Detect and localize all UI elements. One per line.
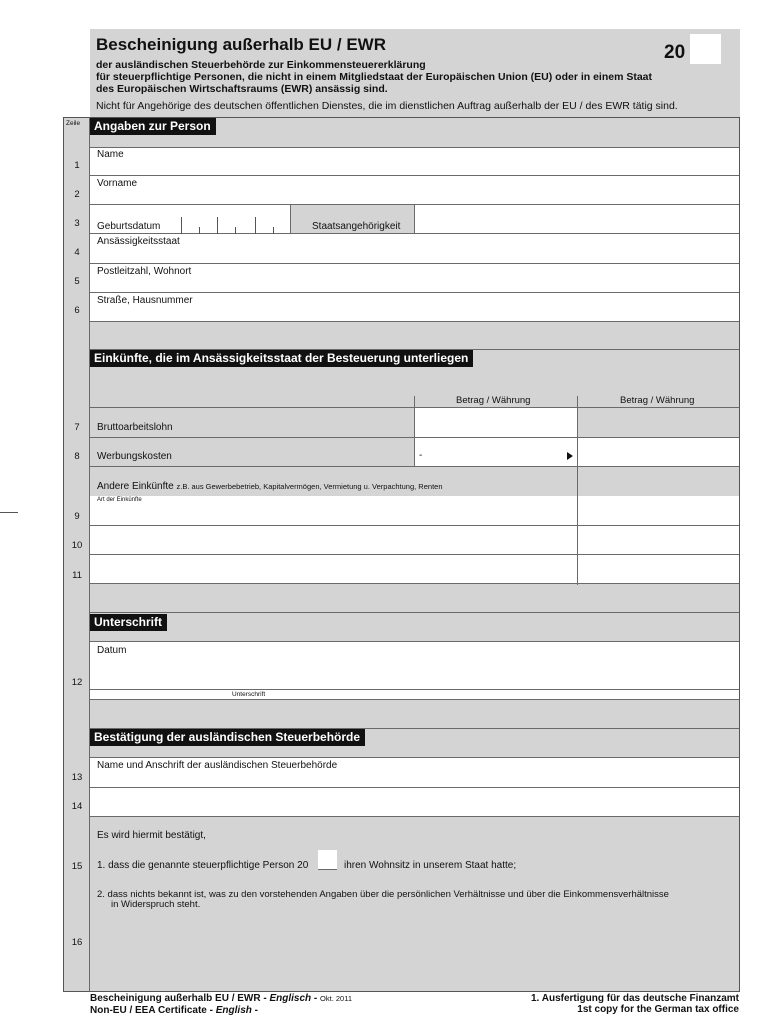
bruttoarbeitslohn-amount-2 [578, 408, 739, 438]
arrow-right-icon [567, 452, 573, 460]
footer-english-line [90, 1005, 258, 1016]
other-income-type-11[interactable] [90, 555, 577, 584]
row-number: 9 [74, 511, 80, 522]
andere-einkuenfte-detail: z.B. aus Gewerbebetrieb, Kapitalvermögen, Vermietung u. Verpachtung, Renten [176, 482, 443, 491]
date-separator [181, 217, 182, 234]
authority-name-address-label: Name und Anschrift der ausländischen Steuerbehörde [97, 760, 338, 771]
name-field[interactable] [90, 147, 739, 176]
vorname-field[interactable] [90, 176, 739, 205]
residence-year-text: 1. dass die genannte steuerpflichtige Person 20 [97, 860, 309, 871]
spacer-line [90, 612, 739, 613]
row-number: 2 [74, 189, 80, 200]
postleitzahl-wohnort-label: Postleitzahl, Wohnort [97, 266, 192, 277]
footer-copy-english: 1st copy for the German tax office [577, 1004, 739, 1015]
row-number: 11 [72, 570, 82, 581]
datum-label: Datum [97, 645, 127, 656]
subtitle-2: für steuerpflichtige Personen, die nicht in einem Mitgliedstaat der Europäischen Union (EU) oder in einem Staat [96, 71, 653, 83]
year-input[interactable] [690, 34, 721, 64]
other-income-amount-11[interactable] [578, 555, 739, 584]
vorname-label: Vorname [97, 178, 138, 189]
row-number: 6 [74, 305, 80, 316]
income-column-header-2: Betrag / Währung [620, 395, 695, 406]
andere-einkuenfte-title: Andere Einkünfte [97, 481, 174, 492]
row-number: 3 [74, 218, 80, 229]
strasse-hausnummer-label: Straße, Hausnummer [97, 295, 193, 306]
staatsangehoerigkeit-label: Staatsangehörigkeit [312, 221, 401, 232]
signature-caption-strip [90, 690, 739, 700]
residence-year-input[interactable] [318, 850, 337, 870]
authority-address-line-2[interactable] [90, 788, 739, 817]
confirmation-point-2-line-1: 2. dass nichts bekannt ist, was zu den vorstehenden Angaben über die persönlichen Verhältnisse und über die Einkommensverhältnisse [97, 889, 669, 900]
subtitle-1: der ausländischen Steuerbehörde zur Einkommensteuererklärung [96, 59, 426, 71]
name-label: Name [97, 149, 124, 160]
staatsangehoerigkeit-field[interactable] [414, 205, 739, 234]
bruttoarbeitslohn-amount-1[interactable] [415, 408, 577, 438]
row-number: 10 [71, 540, 83, 551]
geburtsdatum-label: Geburtsdatum [97, 221, 161, 232]
section-heading-authority: Bestätigung der ausländischen Steuerbehörde [90, 729, 365, 746]
income-column-header-1: Betrag / Währung [456, 395, 531, 406]
footer-german-line [90, 993, 352, 1004]
row-number: 8 [74, 451, 80, 462]
margin-tick [0, 512, 18, 513]
art-der-einkuenfte-field[interactable] [90, 496, 577, 526]
row-number: 12 [71, 677, 83, 688]
werbungskosten-minus: - [419, 450, 423, 461]
date-separator [273, 227, 274, 234]
footer-copy-german: 1. Ausfertigung für das deutsche Finanzamt [531, 993, 739, 1004]
footer-de-title: Bescheinigung außerhalb EU / EWR [90, 993, 261, 1004]
other-income-type-10[interactable] [90, 526, 577, 555]
datum-unterschrift-field[interactable] [90, 641, 739, 690]
confirmation-intro: Es wird hiermit bestätigt, [97, 830, 206, 841]
zeile-label: Zeile [66, 120, 81, 127]
row-number: 14 [71, 801, 83, 812]
section-heading-person: Angaben zur Person [90, 118, 216, 135]
date-separator [255, 217, 256, 234]
residence-confirmation-text: ihren Wohnsitz in unserem Staat hatte; [344, 860, 517, 871]
subtitle-3: des Europäischen Wirtschaftsraums (EWR) ansässig sind. [96, 83, 388, 95]
art-der-einkuenfte-label: Art der Einkünfte [97, 497, 142, 503]
footer-de-lang: - Englisch - [260, 993, 321, 1004]
ansaessigkeitsstaat-field[interactable] [90, 234, 739, 264]
row-number: 5 [74, 276, 80, 287]
row-number: 15 [71, 861, 83, 872]
confirmation-point-2-line-2: in Widerspruch steht. [111, 899, 201, 910]
header-note: Nicht für Angehörige des deutschen öffentlichen Dienstes, die im dienstlichen Auftrag außerhalb der EU / des EWR tätig sind. [96, 100, 678, 112]
footer-en-title: Non-EU / EEA Certificate [90, 1005, 207, 1016]
other-income-amount-9[interactable] [578, 496, 739, 526]
section-heading-income: Einkünfte, die im Ansässigkeitsstaat der Besteuerung unterliegen [90, 350, 473, 367]
ansaessigkeitsstaat-label: Ansässigkeitsstaat [97, 236, 180, 247]
form-title: Bescheinigung außerhalb EU / EWR [96, 35, 386, 54]
unterschrift-caption: Unterschrift [232, 691, 266, 698]
footer-en-lang: - English - [206, 1005, 258, 1016]
row-number: 1 [74, 160, 80, 171]
date-separator [235, 227, 236, 234]
andere-einkuenfte-label [97, 481, 443, 492]
row-number: 16 [71, 937, 83, 948]
row-number: 7 [74, 422, 80, 433]
row-number: 4 [74, 247, 80, 258]
date-separator [217, 217, 218, 234]
year-prefix: 20 [664, 42, 686, 63]
section-heading-signature: Unterschrift [90, 614, 167, 631]
row-number: 13 [71, 772, 83, 783]
werbungskosten-amount-2[interactable] [578, 438, 739, 467]
footer-date: Okt. 2011 [320, 994, 352, 1003]
date-separator [199, 227, 200, 234]
werbungskosten-label: Werbungskosten [97, 451, 172, 462]
other-income-amount-10[interactable] [578, 526, 739, 555]
werbungskosten-amount-1[interactable] [415, 438, 577, 467]
bruttoarbeitslohn-label: Bruttoarbeitslohn [97, 422, 173, 433]
